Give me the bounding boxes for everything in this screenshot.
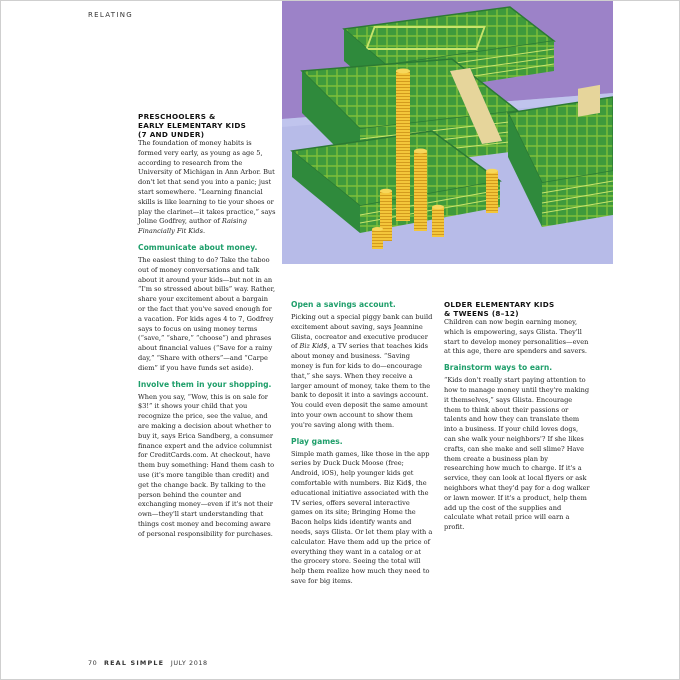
section-label: RELATING <box>88 11 133 19</box>
page-number: 70 <box>88 659 98 667</box>
intro-text: The foundation of money habits is formed very early, as young as age 5, according to research from the University of Michigan in Ann Arbor. But don't let that send you into a panic; just start somewhere. “Learning financial skills is like learning to tie your shoes or play the clarinet—it takes practice,” says Joline Godfrey, author of <box>138 139 276 226</box>
heading-preschoolers <box>138 112 276 139</box>
column-tweens <box>444 300 590 533</box>
subheading-games: Play games. <box>291 436 343 446</box>
money-stacks-illustration <box>282 1 613 264</box>
issue-date: JULY 2018 <box>170 659 208 667</box>
earn-paragraph: “Kids don't really start paying attention to how to manage money until they're making it themselves,” says Glista. Encourage them to think about their passions or talents and how they can translate them into a business. If your child loves dogs, can she walk your neighbors'? If she likes crafts, can she make and sell slime? Have them create a business plan by researching how much to charge. If it's a service, they can look at local flyers or ask neighbors what they'd pay for a dog walker or lawn mower. If it's a product, help them add up the cost of the supplies and calculate what retail price will earn a profit. <box>444 376 590 532</box>
heading-line-2: & TWEENS (8–12) <box>444 309 519 318</box>
savings-text-a: Picking out a special piggy bank can build excitement about saving, says Jeannine Glista, cocreator and executive producer of <box>291 313 433 351</box>
shopping-paragraph: When you say, “Wow, this is on sale for $3!” it shows your child that you recognize the price, see the value, and are making a decision about whether to buy it, says Erica Sandberg, a consumer finance expert and the advice columnist for CreditCards.com. At checkout, have them buy something: Hand them cash to use (it's more tangible than credit) and get the change back. By talking to the person behind the counter and exchanging money—even if it's not their own—they'll start understanding that things cost money and becoming aware of personal responsibility for purchases. <box>138 392 275 538</box>
subheading-savings: Open a savings account. <box>291 300 396 309</box>
heading-line-1: PRESCHOOLERS & <box>138 112 216 121</box>
book-title: Raising Financially Fit Kids. <box>138 217 247 236</box>
savings-paragraph <box>291 313 433 431</box>
heading-line-2: EARLY ELEMENTARY KIDS <box>138 121 247 130</box>
intro-paragraph <box>138 139 276 237</box>
games-paragraph: Simple math games, like those in the app series by Duck Duck Moose (free; Android, iOS), help younger kids get comfortable with numbers. Biz Kid$, the educational initiative associated with the TV series, offers several interactive games on its site; Bringing Home the Bacon helps kids identify wants and needs, says Glista. Or let them play with a calculator. Have them add up the price of everything they want in a catalog or at the grocery store. Seeing the total will help them realize how much they need to save for big items. <box>291 449 433 585</box>
column-preschoolers <box>138 112 276 539</box>
savings-text-b: a TV series that teaches kids about money and business. “Saving money is fun for kids to do—encourage that,” she says. When they receive a larger amount of money, take them to the bank to deposit it into a savings account. You could even deposit the same amount into your own account to show them you're saving along with them. <box>291 342 431 429</box>
subheading-communicate: Communicate about money. <box>138 242 258 252</box>
subheading-shopping: Involve them in your shopping. <box>138 379 272 389</box>
heading-line-3: (7 AND UNDER) <box>138 130 205 139</box>
heading-tweens <box>444 300 590 318</box>
show-title: Biz Kid$, <box>299 342 330 351</box>
tweens-intro: Children can now begin earning money, which is empowering, says Glista. They'll start to develop money personalities—even at this age, there are spenders and savers. <box>444 318 589 356</box>
column-savings <box>291 300 433 587</box>
magazine-brand: REAL SIMPLE <box>103 659 165 667</box>
heading-line-1: OLDER ELEMENTARY KIDS <box>444 300 555 309</box>
communicate-paragraph: The easiest thing to do? Take the taboo out of money conversations and talk about it around your kids—but not in an “I'm so stressed about bills” way. Rather, share your excitement about a bargain or the fact that you've saved enough for a vacation. For kids ages 4 to 7, Godfrey says to focus on using money terms (“save,” “share,” “choose”) and phrases about financial values (“Save for a rainy day,” “Share with others”—and “Carpe diem” if you have funds set aside). <box>138 255 276 372</box>
page-footer <box>88 659 208 667</box>
subheading-earn: Brainstorm ways to earn. <box>444 363 553 373</box>
